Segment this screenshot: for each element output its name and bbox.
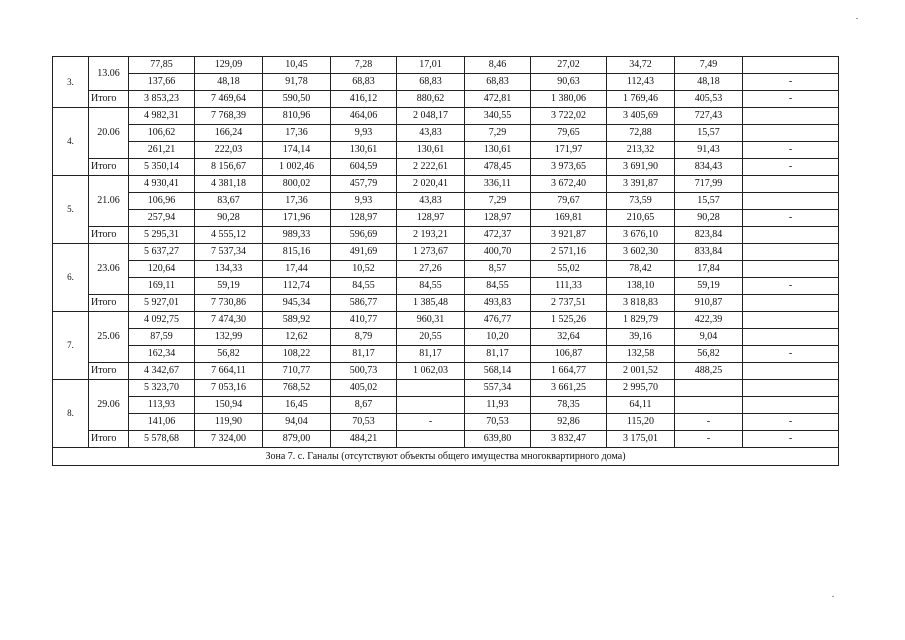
value-cell: 162,34 bbox=[129, 346, 195, 363]
value-cell: 141,06 bbox=[129, 414, 195, 431]
group-number-cell: 3. bbox=[53, 57, 89, 108]
total-value-cell: 879,00 bbox=[263, 431, 331, 448]
total-value-cell: 5 295,31 bbox=[129, 227, 195, 244]
value-cell: 84,55 bbox=[465, 278, 531, 295]
value-cell: 336,11 bbox=[465, 176, 531, 193]
group-number-cell: 6. bbox=[53, 244, 89, 312]
total-value-cell: - bbox=[743, 91, 839, 108]
table-row bbox=[53, 244, 839, 261]
value-cell: 3 602,30 bbox=[607, 244, 675, 261]
value-cell: 171,96 bbox=[263, 210, 331, 227]
table-row bbox=[53, 380, 839, 397]
value-cell: 83,67 bbox=[195, 193, 263, 210]
value-cell: 56,82 bbox=[195, 346, 263, 363]
total-value-cell: 1 062,03 bbox=[397, 363, 465, 380]
table-row bbox=[53, 57, 839, 74]
value-cell: 120,64 bbox=[129, 261, 195, 278]
value-cell: - bbox=[743, 74, 839, 91]
total-value-cell bbox=[397, 431, 465, 448]
value-cell: 261,21 bbox=[129, 142, 195, 159]
total-row bbox=[53, 295, 839, 312]
total-value-cell: 488,25 bbox=[675, 363, 743, 380]
value-cell: 589,92 bbox=[263, 312, 331, 329]
table-body bbox=[53, 57, 839, 466]
value-cell: 17,01 bbox=[397, 57, 465, 74]
total-value-cell: - bbox=[743, 431, 839, 448]
value-cell bbox=[397, 397, 465, 414]
value-cell: 9,93 bbox=[331, 193, 397, 210]
value-cell bbox=[743, 380, 839, 397]
total-value-cell: 590,50 bbox=[263, 91, 331, 108]
total-value-cell: 1 380,06 bbox=[531, 91, 607, 108]
value-cell: 815,16 bbox=[263, 244, 331, 261]
value-cell: 727,43 bbox=[675, 108, 743, 125]
value-cell: - bbox=[397, 414, 465, 431]
table-row bbox=[53, 142, 839, 159]
total-value-cell: 586,77 bbox=[331, 295, 397, 312]
total-value-cell: 596,69 bbox=[331, 227, 397, 244]
value-cell: 4 930,41 bbox=[129, 176, 195, 193]
value-cell: 48,18 bbox=[675, 74, 743, 91]
group-number-cell: 4. bbox=[53, 108, 89, 176]
value-cell: - bbox=[675, 414, 743, 431]
total-value-cell: 1 664,77 bbox=[531, 363, 607, 380]
value-cell: 91,78 bbox=[263, 74, 331, 91]
total-value-cell: 2 193,21 bbox=[397, 227, 465, 244]
total-value-cell: 880,62 bbox=[397, 91, 465, 108]
table-row bbox=[53, 176, 839, 193]
value-cell: 768,52 bbox=[263, 380, 331, 397]
table-row bbox=[53, 210, 839, 227]
value-cell: 43,83 bbox=[397, 125, 465, 142]
value-cell: 84,55 bbox=[331, 278, 397, 295]
value-cell: 4 092,75 bbox=[129, 312, 195, 329]
value-cell: 171,97 bbox=[531, 142, 607, 159]
total-value-cell: 8 156,67 bbox=[195, 159, 263, 176]
total-value-cell: 3 818,83 bbox=[607, 295, 675, 312]
total-value-cell: 493,83 bbox=[465, 295, 531, 312]
total-value-cell: 2 001,52 bbox=[607, 363, 675, 380]
table-row bbox=[53, 278, 839, 295]
total-value-cell: 5 927,01 bbox=[129, 295, 195, 312]
value-cell: 79,65 bbox=[531, 125, 607, 142]
total-value-cell: 989,33 bbox=[263, 227, 331, 244]
value-cell: 106,62 bbox=[129, 125, 195, 142]
group-date-cell: 21.06 bbox=[89, 176, 129, 227]
value-cell: 15,57 bbox=[675, 125, 743, 142]
value-cell: 174,14 bbox=[263, 142, 331, 159]
total-value-cell: 1 002,46 bbox=[263, 159, 331, 176]
value-cell: 108,22 bbox=[263, 346, 331, 363]
value-cell bbox=[743, 397, 839, 414]
zone-caption-row bbox=[53, 448, 839, 466]
value-cell: 134,33 bbox=[195, 261, 263, 278]
total-value-cell: 416,12 bbox=[331, 91, 397, 108]
value-cell: 3 405,69 bbox=[607, 108, 675, 125]
value-cell: 340,55 bbox=[465, 108, 531, 125]
value-cell: 91,43 bbox=[675, 142, 743, 159]
value-cell: 59,19 bbox=[195, 278, 263, 295]
value-cell: - bbox=[743, 142, 839, 159]
value-cell bbox=[743, 312, 839, 329]
value-cell: 464,06 bbox=[331, 108, 397, 125]
value-cell: 8,67 bbox=[331, 397, 397, 414]
table-row bbox=[53, 193, 839, 210]
value-cell: 84,55 bbox=[397, 278, 465, 295]
value-cell: 800,02 bbox=[263, 176, 331, 193]
total-value-cell bbox=[743, 295, 839, 312]
value-cell: 2 048,17 bbox=[397, 108, 465, 125]
value-cell: 119,90 bbox=[195, 414, 263, 431]
value-cell: 78,35 bbox=[531, 397, 607, 414]
value-cell: 70,53 bbox=[465, 414, 531, 431]
value-cell bbox=[743, 176, 839, 193]
value-cell: 213,32 bbox=[607, 142, 675, 159]
value-cell: 11,93 bbox=[465, 397, 531, 414]
value-cell: 81,17 bbox=[331, 346, 397, 363]
value-cell: 3 722,02 bbox=[531, 108, 607, 125]
total-value-cell: 568,14 bbox=[465, 363, 531, 380]
value-cell: 1 829,79 bbox=[607, 312, 675, 329]
total-value-cell bbox=[743, 227, 839, 244]
total-value-cell: 823,84 bbox=[675, 227, 743, 244]
value-cell bbox=[743, 261, 839, 278]
value-cell: 405,02 bbox=[331, 380, 397, 397]
value-cell: 48,18 bbox=[195, 74, 263, 91]
value-cell: 8,79 bbox=[331, 329, 397, 346]
value-cell: 5 323,70 bbox=[129, 380, 195, 397]
value-cell: 112,43 bbox=[607, 74, 675, 91]
total-value-cell: 1 385,48 bbox=[397, 295, 465, 312]
value-cell: 169,81 bbox=[531, 210, 607, 227]
group-date-cell: 25.06 bbox=[89, 312, 129, 363]
value-cell: 717,99 bbox=[675, 176, 743, 193]
value-cell: 81,17 bbox=[397, 346, 465, 363]
value-cell: 27,26 bbox=[397, 261, 465, 278]
total-value-cell: 472,37 bbox=[465, 227, 531, 244]
value-cell: 27,02 bbox=[531, 57, 607, 74]
value-cell: 106,87 bbox=[531, 346, 607, 363]
value-cell: 4 982,31 bbox=[129, 108, 195, 125]
value-cell: 70,53 bbox=[331, 414, 397, 431]
total-value-cell: 3 853,23 bbox=[129, 91, 195, 108]
total-row bbox=[53, 159, 839, 176]
value-cell: 10,52 bbox=[331, 261, 397, 278]
value-cell: 59,19 bbox=[675, 278, 743, 295]
total-value-cell: 7 664,11 bbox=[195, 363, 263, 380]
total-value-cell: 945,34 bbox=[263, 295, 331, 312]
value-cell: 73,59 bbox=[607, 193, 675, 210]
value-cell: 90,28 bbox=[675, 210, 743, 227]
table-row bbox=[53, 261, 839, 278]
table-row bbox=[53, 397, 839, 414]
total-value-cell bbox=[743, 363, 839, 380]
value-cell: 94,04 bbox=[263, 414, 331, 431]
value-cell: 7 474,30 bbox=[195, 312, 263, 329]
value-cell: 491,69 bbox=[331, 244, 397, 261]
total-value-cell: 2 222,61 bbox=[397, 159, 465, 176]
value-cell: 210,65 bbox=[607, 210, 675, 227]
value-cell: 422,39 bbox=[675, 312, 743, 329]
value-cell: 3 672,40 bbox=[531, 176, 607, 193]
value-cell: 68,83 bbox=[397, 74, 465, 91]
value-cell bbox=[675, 397, 743, 414]
total-value-cell: 405,53 bbox=[675, 91, 743, 108]
value-cell: 810,96 bbox=[263, 108, 331, 125]
value-cell: 557,34 bbox=[465, 380, 531, 397]
tariff-table bbox=[52, 56, 839, 466]
scan-speck bbox=[856, 18, 858, 19]
total-value-cell: 3 676,10 bbox=[607, 227, 675, 244]
total-row bbox=[53, 91, 839, 108]
total-value-cell: 639,80 bbox=[465, 431, 531, 448]
value-cell bbox=[743, 57, 839, 74]
total-value-cell: 7 469,64 bbox=[195, 91, 263, 108]
value-cell: 7 053,16 bbox=[195, 380, 263, 397]
value-cell: 150,94 bbox=[195, 397, 263, 414]
value-cell: 128,97 bbox=[397, 210, 465, 227]
total-value-cell: 2 737,51 bbox=[531, 295, 607, 312]
total-label: Итого bbox=[89, 159, 129, 176]
value-cell: 90,63 bbox=[531, 74, 607, 91]
value-cell: 90,28 bbox=[195, 210, 263, 227]
value-cell: 55,02 bbox=[531, 261, 607, 278]
value-cell: 79,67 bbox=[531, 193, 607, 210]
zone-caption: Зона 7. с. Ганалы (отсутствуют объекты общего имущества многоквартирного дома) bbox=[53, 448, 839, 466]
total-label: Итого bbox=[89, 431, 129, 448]
total-row bbox=[53, 431, 839, 448]
total-value-cell: 4 555,12 bbox=[195, 227, 263, 244]
value-cell bbox=[743, 108, 839, 125]
total-value-cell: 500,73 bbox=[331, 363, 397, 380]
total-value-cell: 604,59 bbox=[331, 159, 397, 176]
value-cell: 1 525,26 bbox=[531, 312, 607, 329]
total-label: Итого bbox=[89, 363, 129, 380]
value-cell: 39,16 bbox=[607, 329, 675, 346]
value-cell: 9,93 bbox=[331, 125, 397, 142]
value-cell: 56,82 bbox=[675, 346, 743, 363]
value-cell: 3 391,87 bbox=[607, 176, 675, 193]
value-cell: 17,44 bbox=[263, 261, 331, 278]
total-value-cell: 478,45 bbox=[465, 159, 531, 176]
value-cell: 8,57 bbox=[465, 261, 531, 278]
value-cell: - bbox=[743, 414, 839, 431]
group-number-cell: 7. bbox=[53, 312, 89, 380]
group-number-cell: 8. bbox=[53, 380, 89, 448]
value-cell: 5 637,27 bbox=[129, 244, 195, 261]
value-cell: 10,20 bbox=[465, 329, 531, 346]
group-date-cell: 29.06 bbox=[89, 380, 129, 431]
value-cell bbox=[675, 380, 743, 397]
value-cell: 10,45 bbox=[263, 57, 331, 74]
value-cell: 410,77 bbox=[331, 312, 397, 329]
total-value-cell: 484,21 bbox=[331, 431, 397, 448]
value-cell: 17,84 bbox=[675, 261, 743, 278]
value-cell: 457,79 bbox=[331, 176, 397, 193]
total-label: Итого bbox=[89, 295, 129, 312]
value-cell: 960,31 bbox=[397, 312, 465, 329]
total-label: Итого bbox=[89, 227, 129, 244]
group-date-cell: 20.06 bbox=[89, 108, 129, 159]
value-cell: 43,83 bbox=[397, 193, 465, 210]
table-row bbox=[53, 312, 839, 329]
value-cell: 34,72 bbox=[607, 57, 675, 74]
value-cell: 9,04 bbox=[675, 329, 743, 346]
value-cell: 106,96 bbox=[129, 193, 195, 210]
total-value-cell: 3 973,65 bbox=[531, 159, 607, 176]
value-cell: 128,97 bbox=[465, 210, 531, 227]
value-cell: 3 661,25 bbox=[531, 380, 607, 397]
value-cell: 77,85 bbox=[129, 57, 195, 74]
value-cell: 169,11 bbox=[129, 278, 195, 295]
total-label: Итого bbox=[89, 91, 129, 108]
value-cell: 16,45 bbox=[263, 397, 331, 414]
value-cell: 128,97 bbox=[331, 210, 397, 227]
group-date-cell: 23.06 bbox=[89, 244, 129, 295]
value-cell: 476,77 bbox=[465, 312, 531, 329]
value-cell: 7,29 bbox=[465, 193, 531, 210]
group-date-cell: 13.06 bbox=[89, 57, 129, 91]
value-cell: 137,66 bbox=[129, 74, 195, 91]
table-row bbox=[53, 125, 839, 142]
value-cell: 15,57 bbox=[675, 193, 743, 210]
value-cell: 833,84 bbox=[675, 244, 743, 261]
value-cell: 8,46 bbox=[465, 57, 531, 74]
value-cell: 257,94 bbox=[129, 210, 195, 227]
value-cell: 166,24 bbox=[195, 125, 263, 142]
value-cell: - bbox=[743, 346, 839, 363]
value-cell bbox=[743, 125, 839, 142]
total-value-cell: 1 769,46 bbox=[607, 91, 675, 108]
value-cell: 7,29 bbox=[465, 125, 531, 142]
value-cell: 92,86 bbox=[531, 414, 607, 431]
value-cell: 78,42 bbox=[607, 261, 675, 278]
value-cell: 115,20 bbox=[607, 414, 675, 431]
value-cell: 7,28 bbox=[331, 57, 397, 74]
value-cell: 2 571,16 bbox=[531, 244, 607, 261]
value-cell: 32,64 bbox=[531, 329, 607, 346]
total-value-cell: 7 324,00 bbox=[195, 431, 263, 448]
total-value-cell: 710,77 bbox=[263, 363, 331, 380]
table-row bbox=[53, 108, 839, 125]
value-cell bbox=[743, 329, 839, 346]
scan-speck bbox=[832, 596, 834, 597]
table-row bbox=[53, 346, 839, 363]
total-value-cell: 7 730,86 bbox=[195, 295, 263, 312]
value-cell: 68,83 bbox=[331, 74, 397, 91]
value-cell: 130,61 bbox=[465, 142, 531, 159]
value-cell: 111,33 bbox=[531, 278, 607, 295]
value-cell: 2 995,70 bbox=[607, 380, 675, 397]
table-row bbox=[53, 414, 839, 431]
total-value-cell: 3 832,47 bbox=[531, 431, 607, 448]
value-cell: 87,59 bbox=[129, 329, 195, 346]
total-value-cell: 3 921,87 bbox=[531, 227, 607, 244]
value-cell: 17,36 bbox=[263, 125, 331, 142]
value-cell: 400,70 bbox=[465, 244, 531, 261]
value-cell: 7 768,39 bbox=[195, 108, 263, 125]
table-row bbox=[53, 74, 839, 91]
value-cell bbox=[743, 244, 839, 261]
total-value-cell: - bbox=[675, 431, 743, 448]
value-cell: 138,10 bbox=[607, 278, 675, 295]
value-cell: 64,11 bbox=[607, 397, 675, 414]
value-cell: 72,88 bbox=[607, 125, 675, 142]
value-cell: 1 273,67 bbox=[397, 244, 465, 261]
value-cell: 130,61 bbox=[397, 142, 465, 159]
total-value-cell: 472,81 bbox=[465, 91, 531, 108]
total-value-cell: 3 691,90 bbox=[607, 159, 675, 176]
value-cell: - bbox=[743, 278, 839, 295]
value-cell bbox=[397, 380, 465, 397]
value-cell: 81,17 bbox=[465, 346, 531, 363]
value-cell: 20,55 bbox=[397, 329, 465, 346]
value-cell: 132,58 bbox=[607, 346, 675, 363]
value-cell: 7,49 bbox=[675, 57, 743, 74]
value-cell bbox=[743, 193, 839, 210]
value-cell: 17,36 bbox=[263, 193, 331, 210]
table-row bbox=[53, 329, 839, 346]
total-value-cell: 834,43 bbox=[675, 159, 743, 176]
total-value-cell: 5 578,68 bbox=[129, 431, 195, 448]
total-value-cell: 910,87 bbox=[675, 295, 743, 312]
value-cell: 4 381,18 bbox=[195, 176, 263, 193]
value-cell: 132,99 bbox=[195, 329, 263, 346]
group-number-cell: 5. bbox=[53, 176, 89, 244]
value-cell: 130,61 bbox=[331, 142, 397, 159]
total-value-cell: 3 175,01 bbox=[607, 431, 675, 448]
total-value-cell: - bbox=[743, 159, 839, 176]
value-cell: 2 020,41 bbox=[397, 176, 465, 193]
value-cell: 7 537,34 bbox=[195, 244, 263, 261]
value-cell: - bbox=[743, 210, 839, 227]
value-cell: 68,83 bbox=[465, 74, 531, 91]
total-value-cell: 4 342,67 bbox=[129, 363, 195, 380]
value-cell: 12,62 bbox=[263, 329, 331, 346]
value-cell: 112,74 bbox=[263, 278, 331, 295]
total-value-cell: 5 350,14 bbox=[129, 159, 195, 176]
value-cell: 222,03 bbox=[195, 142, 263, 159]
value-cell: 129,09 bbox=[195, 57, 263, 74]
value-cell: 113,93 bbox=[129, 397, 195, 414]
total-row bbox=[53, 363, 839, 380]
total-row bbox=[53, 227, 839, 244]
